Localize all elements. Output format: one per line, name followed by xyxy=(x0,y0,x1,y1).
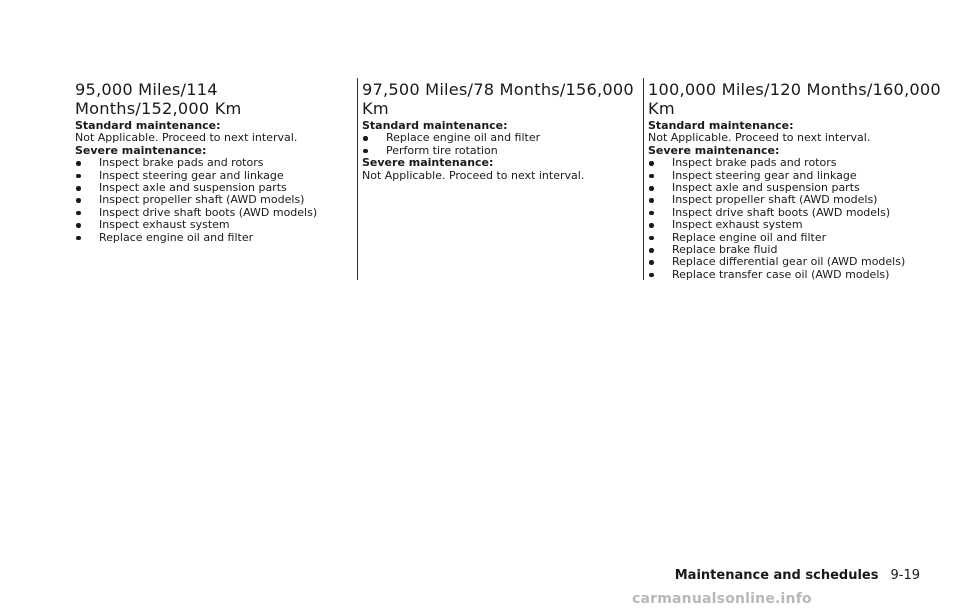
list-item: Perform tire rotation xyxy=(362,145,634,157)
list-item: Replace engine oil and filter xyxy=(75,232,345,244)
list-item: Inspect steering gear and linkage xyxy=(648,170,948,182)
interval-column-97500 xyxy=(362,80,634,182)
list-item: Inspect exhaust system xyxy=(75,219,345,231)
list-item: Inspect drive shaft boots (AWD models) xyxy=(648,207,948,219)
severe-maintenance-label: Severe maintenance: xyxy=(75,143,207,157)
page-footer xyxy=(675,568,920,583)
standard-maintenance-text: Not Applicable. Proceed to next interval. xyxy=(75,131,298,145)
list-item: Inspect brake pads and rotors xyxy=(648,157,948,169)
severe-maintenance-list xyxy=(648,157,948,281)
list-item: Inspect propeller shaft (AWD models) xyxy=(648,194,948,206)
list-item: Replace differential gear oil (AWD models) xyxy=(648,256,948,268)
severe-maintenance-label: Severe maintenance: xyxy=(648,143,780,157)
severe-maintenance-list xyxy=(75,157,345,244)
list-item: Inspect steering gear and linkage xyxy=(75,170,345,182)
interval-column-100000 xyxy=(648,80,948,281)
severe-maintenance-text: Not Applicable. Proceed to next interval. xyxy=(362,168,585,182)
interval-heading: 100,000 Miles/120 Months/160,000 Km xyxy=(648,80,941,118)
list-item: Inspect propeller shaft (AWD models) xyxy=(75,194,345,206)
watermark: carmanualsonline.info xyxy=(632,591,812,607)
list-item: Inspect axle and suspension parts xyxy=(648,182,948,194)
list-item: Replace brake fluid xyxy=(648,244,948,256)
interval-column-95000 xyxy=(75,80,345,244)
list-item: Inspect brake pads and rotors xyxy=(75,157,345,169)
standard-maintenance-label: Standard maintenance: xyxy=(362,119,508,132)
list-item: Replace engine oil and filter xyxy=(362,132,634,144)
standard-maintenance-list xyxy=(362,132,634,157)
list-item: Replace engine oil and filter xyxy=(648,232,948,244)
column-divider xyxy=(643,78,644,280)
section-title: Maintenance and schedules xyxy=(674,568,879,583)
interval-heading: 95,000 Miles/114 Months/152,000 Km xyxy=(75,80,242,118)
standard-maintenance-text: Not Applicable. Proceed to next interval. xyxy=(648,131,871,145)
severe-maintenance-label: Severe maintenance: xyxy=(362,156,494,170)
list-item: Inspect drive shaft boots (AWD models) xyxy=(75,207,345,219)
standard-maintenance-label: Standard maintenance: xyxy=(648,119,794,132)
standard-maintenance-label: Standard maintenance: xyxy=(75,119,221,132)
list-item: Inspect axle and suspension parts xyxy=(75,182,345,194)
page-number: 9-19 xyxy=(890,568,920,583)
column-divider xyxy=(357,78,358,280)
list-item: Replace transfer case oil (AWD models) xyxy=(648,269,948,281)
list-item: Inspect exhaust system xyxy=(648,219,948,231)
interval-heading: 97,500 Miles/78 Months/156,000 Km xyxy=(362,80,634,118)
